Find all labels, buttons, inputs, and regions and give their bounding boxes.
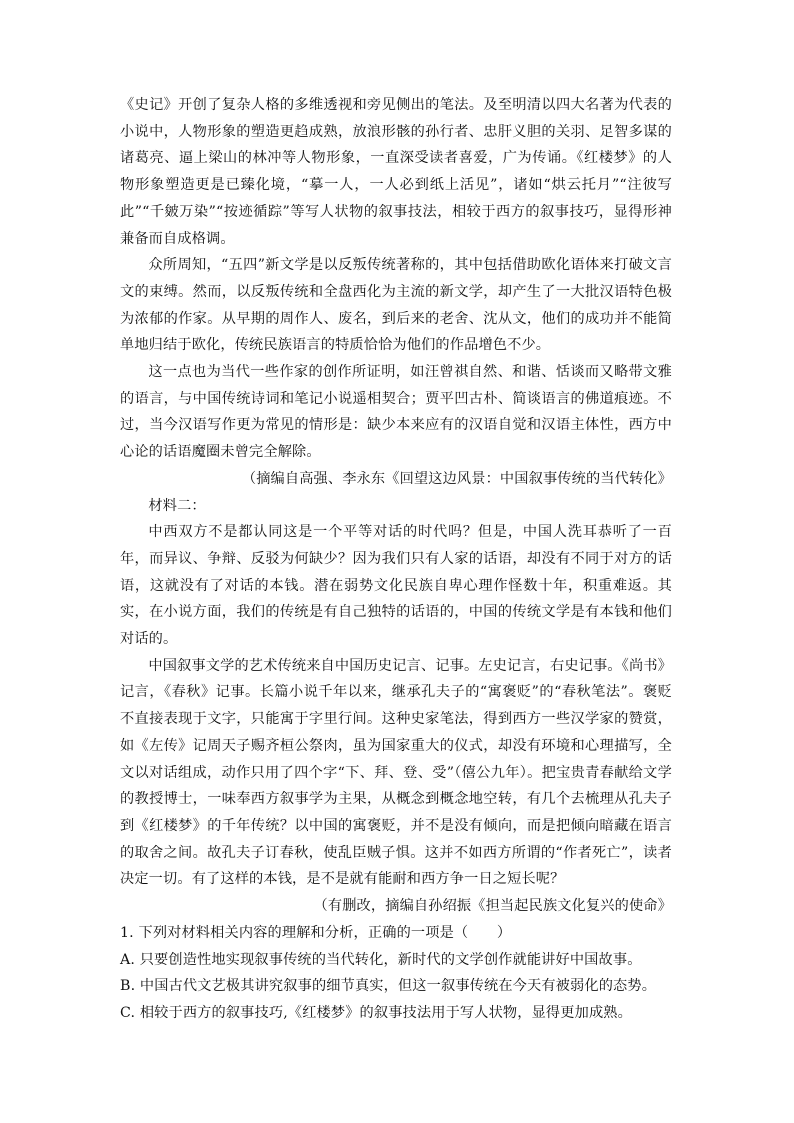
paragraph-narrative-tradition: 中国叙事文学的艺术传统来自中国历史记言、记事。左史记言，右史记事。《尚书》记言，《春秋》记事。长篇小说千年以来，继承孔夫子的“寓褒贬”的“春秋笔法”。褒贬不直接表现于文字，只能寓于字里行间。这种史家笔法，得到西方一些汉学家的赞赏，如《左传》记周天子赐齐桓公祭肉，虽为国家重大的仪式，却没有环境和心理描写，全文以对话组成，动作只用了四个字“下、拜、登、受”（僖公九年）。把宝贵青春献给文学的教授博士，一味奉西方叙事学为主果，从概念到概念地空转，有几个去梳理从孔夫子到《红楼梦》的千年传统？以中国的寓褒贬，并不是没有倾向，而是把倾向暗藏在语言的取舍之间。故孔夫子订春秋，使乱臣贼子惧。这并不如西方所谓的“作者死亡”，读者决定一切。有了这样的本钱，是不是就有能耐和西方争一日之短长呢？ [120, 657, 672, 888]
paragraph-shiji: 《史记》开创了复杂人格的多维透视和旁见侧出的笔法。及至明清以四大名著为代表的小说中，人物形象的塑造更趋成熟，放浪形骸的孙行者、忠肝义胆的关羽、足智多谋的诸葛亮、逼上梁山的林冲等人物形象，一直深受读者喜爱，广为传诵。《红楼梦》的人物形象塑造更是已臻化境，“摹一人，一人必到纸上活见”，诸如“烘云托月”“注彼写此”“千皴万染”“按迹循踪”等写人状物的叙事技法，相较于西方的叙事技巧，显得形神兼备而自成格调。 [120, 97, 672, 247]
option-b: B. 中国古代文艺极其讲究叙事的细节真实，但这一叙事传统在今天有被弱化的态势。 [120, 978, 657, 995]
option-c: C. 相较于西方的叙事技巧,《红楼梦》的叙事技法用于写人状物，显得更加成熟。 [120, 1004, 632, 1021]
paragraph-wusi: 众所周知，“五四”新文学是以反叛传统著称的，其中包括借助欧化语体来打破文言文的束缚。然而，以反叛传统和全盘西化为主流的新文学，却产生了一大批汉语特色极为浓郁的作家。从早期的周作人、废名，到后来的老舍、沈从文，他们的成功并不能简单地归结于欧化，传统民族语言的特质恰恰为他们的作品增色不少。 [120, 257, 672, 354]
paragraph-dialogue: 中西双方不是都认同这是一个平等对话的时代吗？但是，中国人洗耳恭听了一百年，而异议、争辩、反驳为何缺少？因为我们只有人家的话语，却没有不同于对方的话语，这就没有了对话的本钱。潜在弱势文化民族自卑心理作怪数十年，积重难返。其实，在小说方面，我们的传统是有自己独特的话语的，中国的传统文学是有本钱和他们对话的。 [120, 524, 672, 648]
source-citation-1: （摘编自高强、李永东《回望这边风景：中国叙事传统的当代转化》 [241, 470, 672, 487]
source-citation-2: （有删改，摘编自孙绍振《担当起民族文化复兴的使命》 [313, 898, 672, 915]
option-a: A. 只要创造性地实现叙事传统的当代转化，新时代的文学创作就能讲好中国故事。 [120, 951, 642, 968]
document-body [120, 92, 672, 1027]
material-2-label: 材料二： [148, 497, 206, 514]
question-stem: 1. 下列对材料相关内容的理解和分析，正确的一项是（ ） [120, 924, 512, 941]
paragraph-contemporary: 这一点也为当代一些作家的创作所证明，如汪曾祺自然、和谐、恬谈而又略带文雅的语言，与中国传统诗词和笔记小说遥相契合；贾平凹古朴、简谈语言的佛道痕迹。不过，当今汉语写作更为常见的情形是：缺少本来应有的汉语自觉和汉语主体性，西方中心论的话语魔圈未曾完全解除。 [120, 364, 672, 461]
